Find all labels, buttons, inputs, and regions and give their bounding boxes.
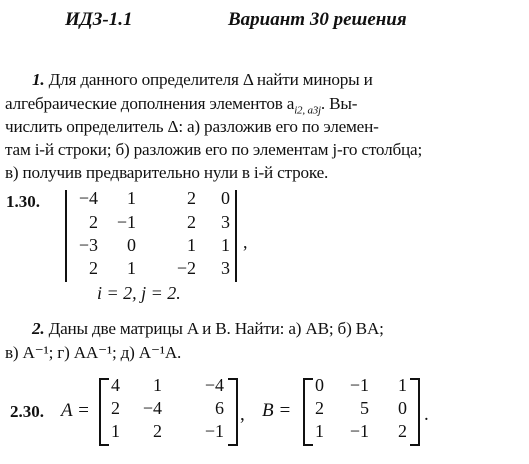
- task1-line-5: в) получив предварительно нули в i-й строке.: [5, 163, 329, 182]
- task1-line-1: [32, 70, 373, 90]
- matrix-b-cell: 5: [360, 398, 369, 418]
- matrix-b-cell: 0: [398, 398, 407, 418]
- matrix-b-cell: 0: [315, 375, 324, 395]
- matrix-a-cell: 2: [153, 421, 162, 441]
- task1-number: 1.: [32, 70, 45, 89]
- matrix-a-cell: 6: [215, 398, 224, 418]
- task1-text-1: Для данного определителя Δ найти миноры и: [48, 70, 373, 89]
- matrix-a-cell: 4: [111, 375, 120, 395]
- task1-text-2: алгебраические дополнения элементов a: [5, 94, 295, 113]
- matrix-b-right-bracket: [410, 378, 420, 446]
- task2-number: 2.: [32, 319, 45, 338]
- det-cell: 1: [187, 235, 196, 255]
- matrix-a-cell: 1: [111, 421, 120, 441]
- task1-line-4: там i-й строки; б) разложив его по элементам j-го столбца;: [5, 140, 423, 159]
- matrix-a-name: A =: [61, 400, 90, 421]
- det-cell: 1: [127, 188, 136, 208]
- det-comma: ,: [243, 232, 248, 252]
- matrix-a-cell: −4: [204, 375, 224, 395]
- task1-line-3: числить определитель Δ: а) разложив его по элемен-: [5, 117, 379, 136]
- matrix-a-cell: −4: [142, 398, 162, 418]
- header-variant: Вариант 30 решения: [228, 9, 407, 30]
- det-cell: 2: [187, 188, 196, 208]
- matrix-b-cell: 1: [398, 375, 407, 395]
- det-cell: 0: [221, 188, 230, 208]
- matrix-a-cell: 1: [153, 375, 162, 395]
- det-right-bar: [235, 190, 237, 282]
- matrices-label: 2.30.: [10, 402, 44, 421]
- det-cell: 2: [187, 212, 196, 232]
- matrix-b-cell: −1: [349, 375, 369, 395]
- det-cell: 2: [89, 258, 98, 278]
- det-cell: −3: [78, 235, 98, 255]
- det-cell: 3: [221, 258, 230, 278]
- det-label: 1.30.: [6, 192, 40, 211]
- task1-line-2: [5, 94, 357, 116]
- task2-text-1: Даны две матрицы A и B. Найти: а) AB; б) BA;: [48, 319, 384, 338]
- det-condition-text: i = 2, j = 2.: [97, 283, 181, 303]
- matrix-b-cell: 1: [315, 421, 324, 441]
- det-condition: [97, 283, 181, 304]
- det-left-bar: [65, 190, 67, 282]
- matrix-b-cell: −1: [349, 421, 369, 441]
- task1-text-2-end: . Вы-: [320, 94, 358, 113]
- det-cell: −1: [116, 212, 136, 232]
- det-cell: 2: [89, 212, 98, 232]
- matrix-b-cell: 2: [315, 398, 324, 418]
- matrix-b-name: B =: [262, 400, 292, 421]
- task2-line-1: [32, 319, 384, 339]
- matrix-separator: ,: [240, 404, 245, 425]
- header-title: ИДЗ-1.1: [65, 9, 133, 30]
- det-cell: −4: [78, 188, 98, 208]
- matrix-b-cell: 2: [398, 421, 407, 441]
- task2-line-2: в) A⁻¹; г) AA⁻¹; д) A⁻¹A.: [5, 343, 182, 362]
- matrix-a-right-bracket: [228, 378, 238, 446]
- det-cell: 0: [127, 235, 136, 255]
- det-cell: 1: [127, 258, 136, 278]
- det-cell: 1: [221, 235, 230, 255]
- matrix-a-cell: −1: [204, 421, 224, 441]
- task1-subscript-1: i2, a: [294, 104, 313, 117]
- det-cell: −2: [176, 258, 196, 278]
- task1-subscript-2: 3j: [312, 104, 321, 117]
- det-cell: 3: [221, 212, 230, 232]
- matrix-end-period: .: [424, 404, 429, 425]
- matrix-a-cell: 2: [111, 398, 120, 418]
